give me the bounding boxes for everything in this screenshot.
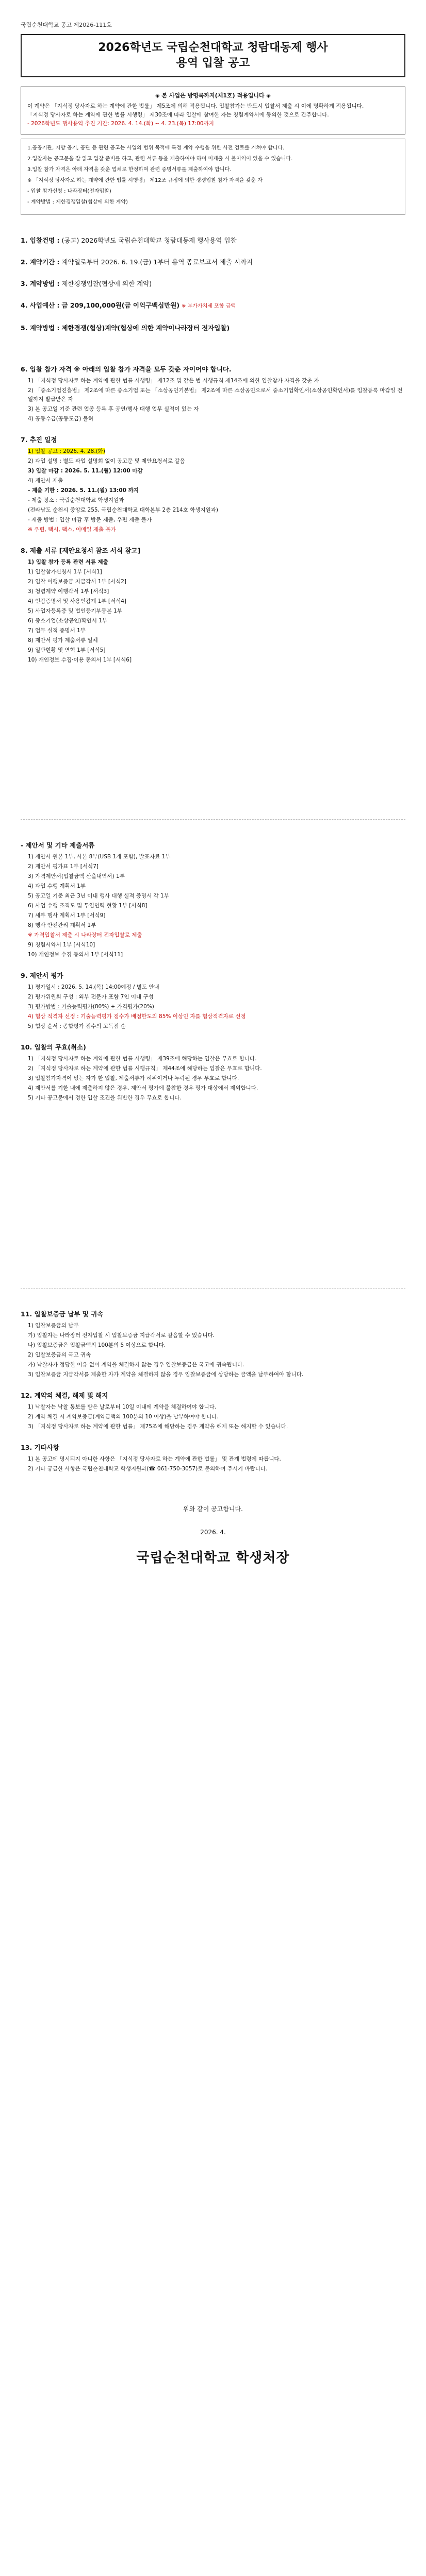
scope-line-1: 이 계약은 「지식정 당사자로 하는 계약에 관한 법률」 제5조에 의해 적용됩니다. 입찰참가는 반드시 입찰서 제출 시 이에 명확하게 적용됩니다. (27, 103, 364, 109)
section-12-head: 12. 계약의 체결, 해제 및 해지 (21, 1392, 108, 1399)
s13-item-2: 2) 기타 궁금한 사항은 국립순천대학교 학생지원과(☎ 061-750-3057)로 문의하여 주시기 바랍니다. (28, 1466, 268, 1472)
s8b-item-8: 8) 행사 안전관리 계획서 1부 (28, 922, 96, 928)
s9-item-5: 5) 협상 순서 : 종합평가 점수의 고득점 순 (28, 1023, 126, 1029)
s11-item-6: 3) 입찰보증금 지급각서를 제출한 자가 계약을 체결하지 않을 경우 입찰보증금에 상당하는 금액을 납부하여야 합니다. (28, 1371, 304, 1378)
note-1: 1.공공기관, 지방 공기, 공단 등 관련 공고는 사업의 범위 목적에 특정 계약 수행을 위한 사전 검토를 거쳐야 합니다. (27, 145, 285, 151)
s11-item-4: 2) 입찰보증금의 국고 귀속 (28, 1352, 91, 1358)
s7-item-8: - 제출 방법 : 입찰 마감 후 방문 제출, 우편 제출 불가 (28, 517, 152, 523)
s8-item-2: 1) 입찰참가신청서 1부 [서식1] (28, 569, 102, 575)
section-13-head: 13. 기타사항 (21, 1444, 59, 1451)
s8-item-3: 2) 입찰 이행보증금 지급각서 1부 [서식2] (28, 579, 127, 585)
s10-item-1: 1) 「지식정 당사자로 하는 계약에 관한 법률 시행령」 제39조에 해당하는 입찰은 무효로 합니다. (28, 1056, 257, 1062)
section-8 (21, 546, 405, 665)
section-2-label: 계약기간 : (29, 258, 60, 266)
section-1-value: (공고) 2026학년도 국립순천대학교 청람대동제 행사용역 입찰 (61, 236, 237, 244)
title-line-1: 2026학년도 국립순천대학교 청람대동제 행사 (98, 41, 328, 54)
s7-item-5: - 제출 기한 : 2026. 5. 11.(월) 13:00 까지 (28, 487, 139, 494)
s7-item-9: ※ 우편, 택시, 팩스, 이메일 제출 불가 (28, 527, 116, 533)
section-5-label: 계약방법 : (29, 324, 60, 332)
s8b-item-4: 4) 과업 수행 계획서 1부 (28, 883, 86, 889)
section-4-note: ※ 부가가치세 포함 금액 (182, 303, 236, 309)
s10-item-5: 5) 기타 공고문에서 정한 입찰 조건을 위반한 경우 무효로 합니다. (28, 1095, 182, 1101)
s9-item-4: 4) 협상 적격자 선정 : 기술능력평가 점수가 배점한도의 85% 이상인 자를 협상적격자로 선정 (28, 1013, 246, 1020)
s7-item-1: 1) 입찰 공고 : 2026. 4. 28.(화) (28, 448, 106, 454)
signature: 국립순천대학교 학생처장 (136, 1550, 290, 1566)
section-8-head: 8. 제출 서류 [제안요청서 참조 서식 참고] (21, 547, 141, 554)
section-5: 5. 계약방법 : 제한경쟁(협상)계약(협상에 의한 계약이나라장터 전자입찰) (21, 324, 230, 332)
section-8b (21, 840, 405, 959)
s6-item-1: 1) 「지식정 당사자로 하는 계약에 관한 법률 시행령」 제12조 및 같은 법 시행규칙 제14조에 의한 입찰참가 자격을 갖춘 자 (28, 378, 319, 384)
section-6-head: 6. 입찰 참가 자격 ※ 아래의 입찰 참가 자격을 모두 갖춘 자이어야 합니다. (21, 365, 232, 373)
s10-item-2: 2) 「지식정 당사자로 하는 계약에 관한 법률 시행규칙」 제44조에 해당하는 입찰은 무효로 합니다. (28, 1065, 262, 1072)
section-13 (21, 1443, 405, 1473)
s10-item-3: 3) 입찰참가자격이 없는 자가 한 입찰, 제출서류가 허위이거나 누락된 경우 무효로 합니다. (28, 1075, 239, 1081)
s8-item-6: 5) 사업자등록증 및 법인등기부등본 1부 (28, 608, 122, 614)
s11-item-3: 나) 입찰보증금은 입찰금액의 100분의 5 이상으로 합니다. (28, 1342, 166, 1348)
s11-item-5: 가) 낙찰자가 정당한 이유 없이 계약을 체결하지 않는 경우 입찰보증금은 국고에 귀속됩니다. (28, 1362, 244, 1368)
notice-number: 국립순천대학교 공고 제2026-111호 (21, 22, 112, 28)
s8-item-5: 4) 인감증명서 및 사용인감계 1부 [서식4] (28, 598, 127, 604)
s10-item-4: 4) 제안서를 기한 내에 제출하지 않은 경우, 제안서 평가에 불참한 경우 평가 대상에서 제외합니다. (28, 1085, 258, 1091)
s12-item-2: 2) 계약 체결 시 계약보증금(계약금액의 100분의 10 이상)을 납부하여야 합니다. (28, 1414, 219, 1420)
section-6 (21, 364, 405, 423)
section-10-head: 10. 입찰의 무효(취소) (21, 1043, 86, 1051)
section-2: 2. 계약기간 : 계약일로부터 2026. 6. 19.(금) 1부터 용역 종료보고서 제출 시까지 (21, 258, 253, 266)
section-4-value: 금 209,100,000원(금 이억구백십만원) (61, 301, 180, 309)
note-3: 3.입찰 참가 자격은 아래 자격을 갖춘 업체로 한정하며 관련 증명서류를 제출하여야 합니다. (27, 167, 232, 173)
s6-item-2: 2) 「중소기업진흥법」 제2조에 따른 중소기업 또는 「소상공인기본법」 제2조에 따른 소상공인으로서 중소기업확인서(소상공인확인서)를 입찰등록 마감일 전일까지 발급받은 자 (28, 387, 403, 402)
s11-item-1: 1) 입찰보증금의 납부 (28, 1323, 79, 1329)
section-9-head: 9. 제안서 평가 (21, 972, 63, 979)
s8b-item-1: 1) 제안서 원본 1부, 사본 8부(USB 1개 포함), 발표자료 1부 (28, 854, 171, 860)
s8-item-1: 1) 입찰 참가 등록 관련 서류 제출 (28, 559, 108, 565)
s8b-item-5: 5) 공고일 기준 최근 3년 이내 행사 대행 실적 증명서 각 1부 (28, 893, 169, 899)
s6-item-3: 3) 본 공고일 기준 관련 업종 등록 후 공연/행사 대행 업무 실적이 있는 자 (28, 406, 199, 412)
s8-item-11: 10) 개인정보 수집·이용 동의서 1부 [서식6] (28, 657, 132, 663)
section-12 (21, 1391, 405, 1431)
notice-guidelines (21, 139, 405, 215)
section-1: 1. 입찰건명 : (공고) 2026학년도 국립순천대학교 청람대동제 행사용역 입찰 (21, 236, 237, 244)
note-4: ※ 「지식정 당사자로 하는 계약에 관한 법률 시행령」 제12조 규정에 의한 경쟁입찰 참가 자격을 갖춘 자 (27, 178, 263, 183)
scope-line-2: 「지식정 당사자로 하는 계약에 관한 법률 시행령」 제30조에 따라 입찰에 참여한 자는 청렴계약서에 동의한 것으로 간주합니다. (27, 112, 329, 118)
s7-item-2: 2) 과업 설명 : 별도 과업 설명회 없이 공고문 및 제안요청서로 갈음 (28, 458, 185, 464)
section-8b-head: - 제안서 및 기타 제출서류 (21, 841, 95, 849)
section-4: 4. 사업예산 : 금 209,100,000원(금 이억구백십만원) ※ 부가가치세 포함 금액 (21, 301, 236, 309)
section-4-label: 사업예산 : (29, 301, 60, 309)
divider-1 (21, 819, 405, 820)
section-11-head: 11. 입찰보증금 납부 및 귀속 (21, 1310, 104, 1318)
scope-box (21, 87, 405, 134)
s8-item-7: 6) 중소기업(소상공인)확인서 1부 (28, 618, 108, 624)
note-5: - 입찰 참가신청 : 나라장터(전자입찰) (27, 189, 111, 194)
s13-item-1: 1) 본 공고에 명시되지 아니한 사항은 「지식정 당사자로 하는 계약에 관한 법률」 및 관계 법령에 따릅니다. (28, 1456, 281, 1462)
closing-text: 위와 같이 공고합니다. (183, 1505, 243, 1513)
s9-item-1: 1) 평가일시 : 2026. 5. 14.(목) 14:00예정 / 별도 안내 (28, 984, 159, 990)
s9-item-3: 3) 평가방법 : 기술능력평가(80%) + 가격평가(20%) (28, 1004, 154, 1010)
s12-item-3: 3) 「지식정 당사자로 하는 계약에 관한 법률」 제75조에 해당하는 경우 계약을 해제 또는 해지할 수 있습니다. (28, 1423, 288, 1430)
s8b-item-9: ※ 가격입찰서 제출 시 나라장터 전자입찰로 제출 (28, 932, 142, 938)
s6-item-4: 4) 공동수급(공동도급) 불허 (28, 416, 94, 422)
s8-item-4: 3) 청렴계약 이행각서 1부 [서식3] (28, 588, 109, 595)
scope-red-line: - 2026학년도 행사용역 추진 기간: 2026. 4. 14.(화) ~ 4. 23.(목) 17:00까지 (27, 121, 214, 127)
title-line-2: 용역 입찰 공고 (176, 57, 250, 70)
section-10 (21, 1042, 405, 1103)
s7-item-4: 4) 제안서 제출 (28, 478, 63, 484)
s12-item-1: 1) 낙찰자는 낙찰 통보를 받은 날로부터 10일 이내에 계약을 체결하여야 합니다. (28, 1404, 217, 1410)
section-7-head: 7. 추진 일정 (21, 436, 57, 444)
s9-item-2: 2) 평가위원회 구성 : 외부 전문가 포함 7인 이내 구성 (28, 994, 154, 1000)
s11-item-2: 가) 입찰자는 나라장터 전자입찰 시 입찰보증금 지급각서로 갈음할 수 있습니다. (28, 1332, 215, 1338)
section-1-label: 입찰건명 : (29, 236, 60, 244)
section-7 (21, 435, 405, 534)
s7-item-6: - 제출 장소 : 국립순천대학교 학생지원과 (28, 497, 124, 503)
s7-item-3: 3) 입찰 마감 : 2026. 5. 11.(월) 12:00 마감 (28, 468, 143, 474)
s8b-item-3: 3) 가격제안서(입찰금액 산출내역서) 1부 (28, 873, 125, 879)
notice-date: 2026. 4. (200, 1529, 226, 1536)
section-3-label: 계약방법 : (29, 280, 60, 287)
section-3: 3. 계약방법 : 제한경쟁입찰(협상에 의한 계약) (21, 280, 152, 287)
s8b-item-6: 6) 사업 수행 조직도 및 투입인력 현황 1부 [서식8] (28, 903, 148, 909)
section-11 (21, 1309, 405, 1379)
s8-item-8: 7) 업무 실적 증명서 1부 (28, 628, 86, 634)
divider-2 (21, 1288, 405, 1289)
title-box (21, 34, 405, 77)
section-2-value: 계약일로부터 2026. 6. 19.(금) 1부터 용역 종료보고서 제출 시까지 (61, 258, 253, 266)
s7-item-7: (전라남도 순천시 중앙로 255, 국립순천대학교 대학본부 2층 214호 학생지원과) (28, 507, 218, 513)
s8b-item-10: 9) 청렴서약서 1부 [서식10] (28, 942, 95, 948)
note-2: 2.입찰자는 공고문을 잘 읽고 입찰 준비를 하고, 관련 서류 등을 제출하여야 하며 미제출 시 불이익이 있을 수 있습니다. (27, 156, 293, 162)
document-page (21, 21, 405, 1566)
s8-item-10: 9) 일반현황 및 연혁 1부 [서식5] (28, 647, 106, 653)
s8b-item-11: 10) 개인정보 수집 동의서 1부 [서식11] (28, 952, 123, 958)
s8b-item-2: 2) 제안서 평가표 1부 [서식7] (28, 863, 99, 870)
s8b-item-7: 7) 세부 행사 계획서 1부 [서식9] (28, 912, 106, 919)
section-5-value: 제한경쟁(협상)계약(협상에 의한 계약이나라장터 전자입찰) (61, 324, 230, 332)
scope-header: ◈ 본 사업은 방명록까지(제1호) 적용입니다 ◈ (155, 92, 271, 99)
section-3-value: 제한경쟁입찰(협상에 의한 계약) (61, 280, 152, 287)
section-9 (21, 971, 405, 1031)
s8-item-9: 8) 제안서 평가 제출서류 일체 (28, 637, 98, 643)
note-6: - 계약방법 : 제한경쟁입찰(협상에 의한 계약) (27, 199, 128, 205)
